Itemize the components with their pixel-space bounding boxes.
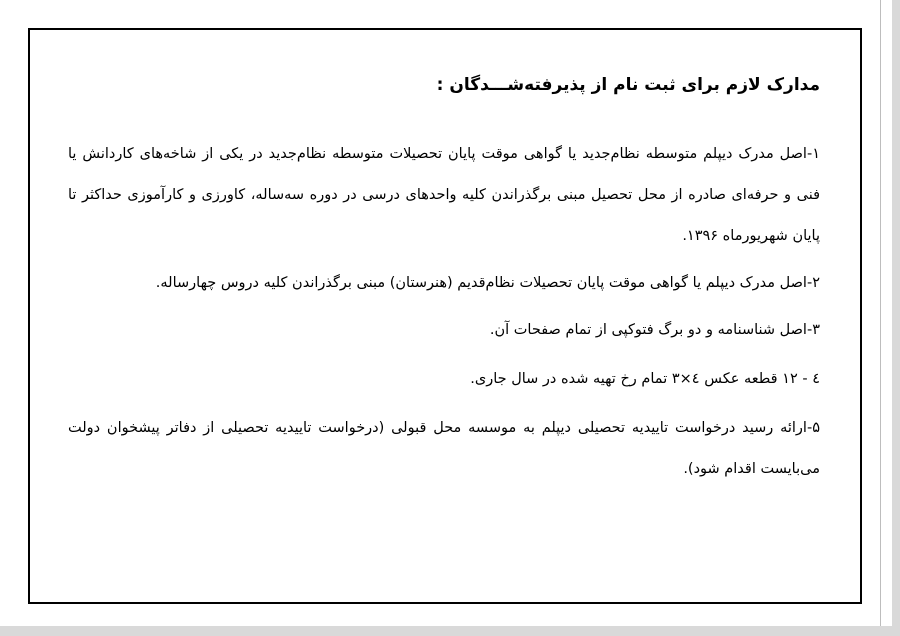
- page-shadow-bottom: [0, 626, 900, 636]
- requirement-item-2: ۲-اصل مدرک دیپلم یا گواهی موقت پایان تحصیلات نظام‌قدیم (هنرستان) مبنی برگذراندن کلیه دروس چهارساله.: [155, 275, 820, 291]
- requirement-item-3: ۳-اصل شناسنامه و دو برگ فتوکپی از تمام صفحات آن.: [489, 322, 820, 338]
- document-heading: مدارک لازم برای ثبت نام از پذیرفته‌شـــدگان :: [436, 75, 820, 95]
- page-shadow-right: [892, 0, 900, 636]
- page-edge-line: [880, 0, 881, 626]
- requirement-item-4: ٤ - ۱۲ قطعه عکس ٤×۳ تمام رخ تهیه شده در سال جاری.: [470, 371, 820, 387]
- requirement-item-5: ۵-ارائه رسید درخواست تاییدیه تحصیلی دیپلم به موسسه محل قبولی (درخواست تاییدیه تحصیلی از دفاتر پیشخوان دولت می‌بایست اقدام شود).: [68, 420, 820, 477]
- document-content: [68, 58, 820, 490]
- requirement-item-1: ۱-اصل مدرک دیپلم متوسطه نظام‌جدید یا گواهی موقت پایان تحصیلات متوسطه نظام‌جدید در یکی از شاخه‌های کاردانش یا فنی و حرفه‌ای صادره از محل تحصیل مبنی برگذراندن کلیه واحدهای درسی در دوره سه‌ساله، کاورزی و کارآموزی حداکثر تا پایان شهریورماه ۱۳۹۶.: [68, 146, 820, 244]
